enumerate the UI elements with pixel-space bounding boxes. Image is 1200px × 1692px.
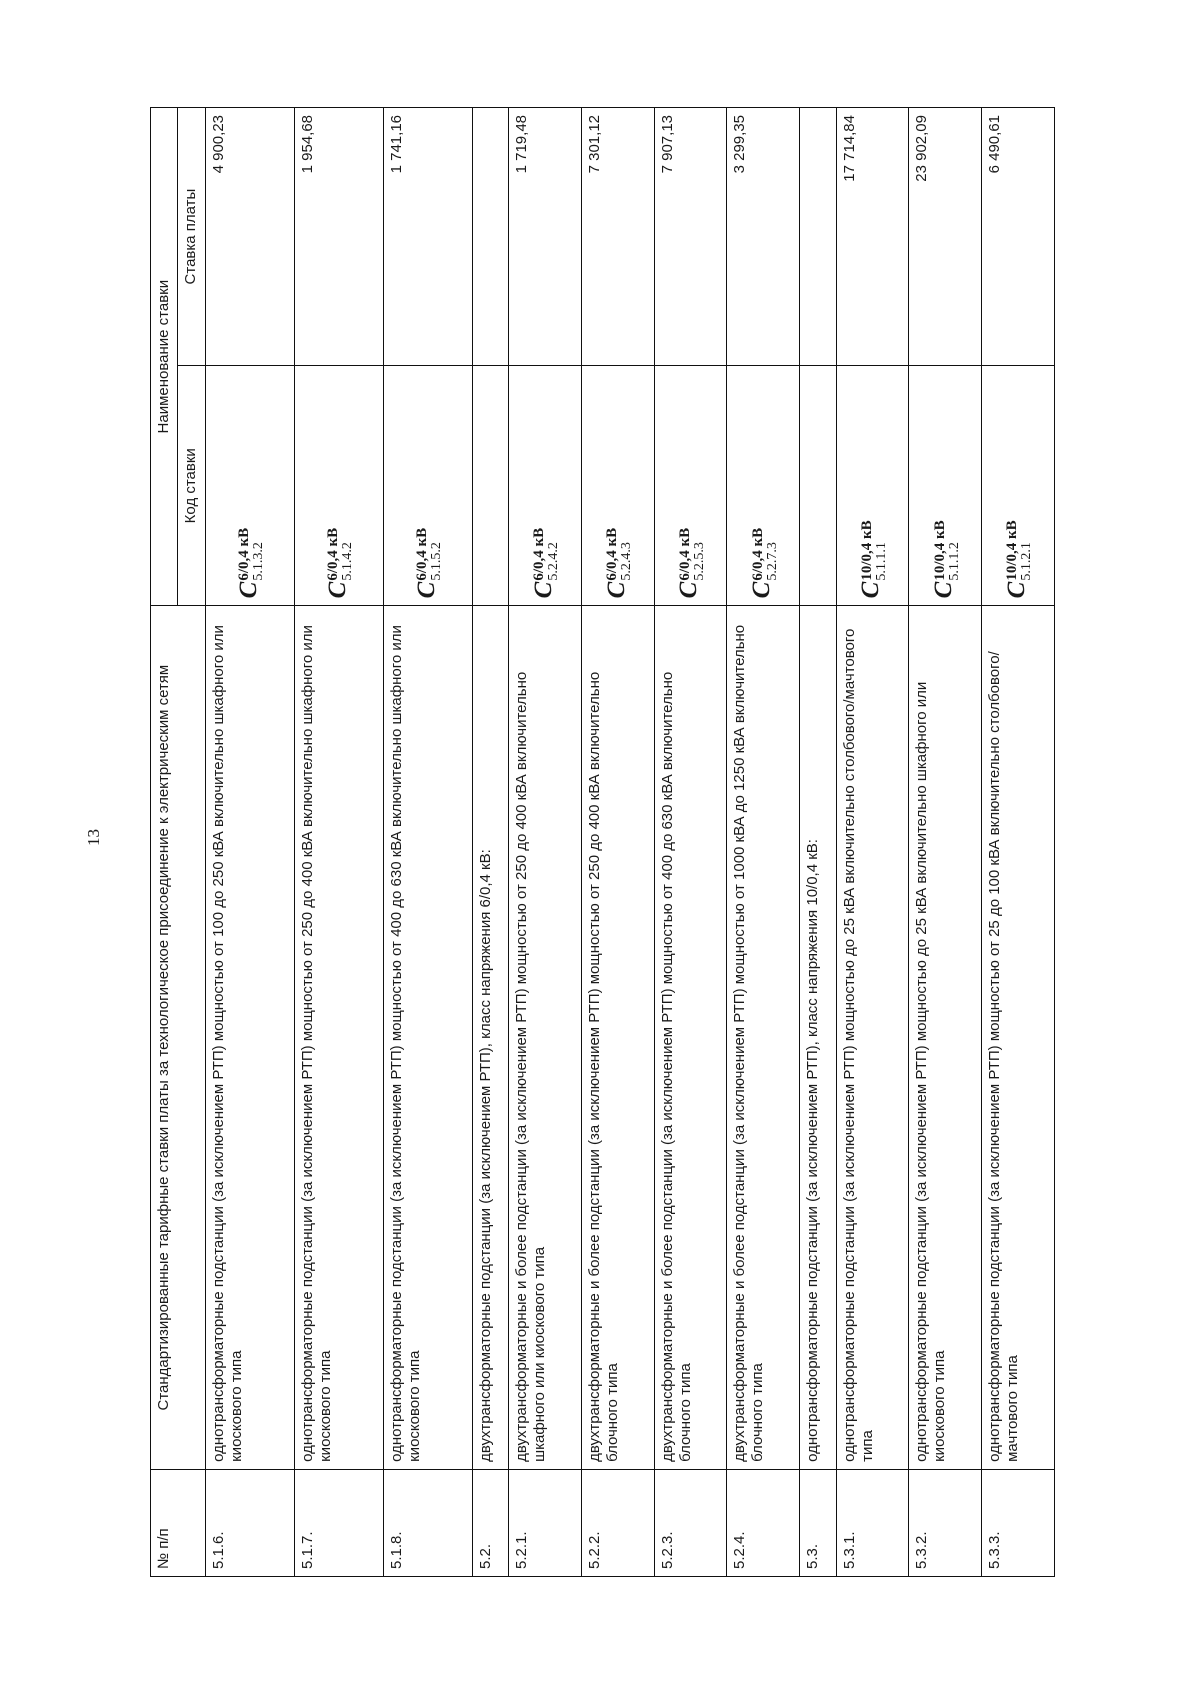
rate-code-indices bbox=[933, 520, 962, 580]
rate-code-indices bbox=[532, 528, 561, 581]
rate-code-symbol: C bbox=[930, 581, 957, 599]
row-number: 5.3.3. bbox=[982, 1469, 1055, 1576]
rate-code-index: 5.2.7.3 bbox=[764, 542, 780, 581]
row-description: однотрансформаторные подстанции (за исключением РТП), класс напряжения 10/0,4 кВ: bbox=[800, 606, 836, 1470]
rate-code-voltage: 6/0,4 кВ bbox=[414, 527, 431, 581]
rate-value: 1 719,48 bbox=[509, 108, 582, 366]
row-number: 5.3. bbox=[800, 1469, 836, 1576]
rate-value: 23 902,09 bbox=[909, 108, 982, 366]
rate-code bbox=[472, 366, 508, 606]
rate-code bbox=[383, 366, 472, 606]
row-description: двухтрансформаторные и более подстанции (за исключением РТП) мощностью от 1000 кВА до 1250 кВА включительно блочного типа bbox=[727, 606, 800, 1470]
rate-value: 3 299,35 bbox=[727, 108, 800, 366]
row-description: двухтрансформаторные и более подстанции (за исключением РТП) мощностью от 400 до 630 кВА включительно блочного типа bbox=[654, 606, 727, 1470]
table-row bbox=[509, 108, 582, 1577]
rate-value: 1 741,16 bbox=[383, 108, 472, 366]
table-row bbox=[383, 108, 472, 1577]
page-number: 13 bbox=[84, 829, 103, 846]
row-number: 5.1.6. bbox=[206, 1469, 295, 1576]
row-number: 5.2.3. bbox=[654, 1469, 727, 1576]
table-row bbox=[472, 108, 508, 1577]
rate-code-voltage: 6/0,4 кВ bbox=[236, 527, 253, 581]
rate-code-symbol: C bbox=[323, 581, 351, 599]
rate-code-indices bbox=[1005, 520, 1034, 580]
row-number: 5.1.8. bbox=[383, 1469, 472, 1576]
rate-code-symbol: C bbox=[602, 581, 630, 599]
row-number: 5.3.1. bbox=[836, 1469, 909, 1576]
rate-value: 1 954,68 bbox=[294, 108, 383, 366]
rate-code-symbol: C bbox=[748, 581, 776, 599]
rate-code-index: 5.1.5.2 bbox=[429, 542, 445, 581]
rate-code bbox=[654, 366, 727, 606]
table-row bbox=[206, 108, 295, 1577]
rate-code-indices bbox=[860, 520, 889, 580]
row-description: однотрансформаторные подстанции (за исключением РТП) мощностью до 25 кВА включительно столбового/мачтового типа bbox=[836, 606, 909, 1470]
table-row bbox=[294, 108, 383, 1577]
rate-code-symbol: C bbox=[675, 581, 703, 599]
row-description: однотрансформаторные подстанции (за исключением РТП) мощностью от 100 до 250 кВА включительно шкафного или киоскового типа bbox=[206, 606, 295, 1470]
row-description: однотрансформаторные подстанции (за исключением РТП) мощностью до 25 кВА включительно шкафного или киоскового типа bbox=[909, 606, 982, 1470]
rate-code-symbol: C bbox=[412, 581, 440, 599]
rate-value: 6 490,61 bbox=[982, 108, 1055, 366]
rate-code bbox=[206, 366, 295, 606]
header-rate: Ставка платы bbox=[178, 108, 206, 366]
rate-value: 17 714,84 bbox=[836, 108, 909, 366]
row-number: 5.2.2. bbox=[581, 1469, 654, 1576]
rate-code bbox=[581, 366, 654, 606]
rate-code-voltage: 6/0,4 кВ bbox=[325, 527, 342, 581]
row-number: 5.2. bbox=[472, 1469, 508, 1576]
row-description: двухтрансформаторные и более подстанции (за исключением РТП) мощностью от 250 до 400 кВА включительно шкафного или киоскового типа bbox=[509, 606, 582, 1470]
rate-code-indices bbox=[415, 528, 444, 581]
header-code: Код ставки bbox=[178, 366, 206, 606]
table-header bbox=[151, 108, 206, 1577]
rate-code-voltage: 6/0,4 кВ bbox=[531, 527, 548, 581]
rate-code bbox=[727, 366, 800, 606]
rate-code-index: 5.1.1.2 bbox=[946, 542, 962, 581]
rate-code-symbol: C bbox=[857, 581, 885, 599]
rate-value: 4 900,23 bbox=[206, 108, 295, 366]
rate-code-voltage: 10/0,4 кВ bbox=[931, 520, 948, 581]
rate-code bbox=[836, 366, 909, 606]
rate-code-voltage: 10/0,4 кВ bbox=[1004, 520, 1021, 581]
table-row bbox=[982, 108, 1055, 1577]
table-row bbox=[654, 108, 727, 1577]
table-row bbox=[727, 108, 800, 1577]
rate-code bbox=[800, 366, 836, 606]
rate-value bbox=[472, 108, 508, 366]
rate-value: 7 907,13 bbox=[654, 108, 727, 366]
rate-code-symbol: C bbox=[234, 581, 262, 599]
row-number: 5.2.4. bbox=[727, 1469, 800, 1576]
rate-code-indices bbox=[237, 528, 266, 581]
rate-value bbox=[800, 108, 836, 366]
row-description: двухтрансформаторные подстанции (за исключением РТП), класс напряжения 6/0,4 кВ: bbox=[472, 606, 508, 1470]
rate-code-symbol: C bbox=[529, 581, 557, 599]
row-number: 5.2.1. bbox=[509, 1469, 582, 1576]
rate-code-indices bbox=[751, 528, 780, 581]
row-description: однотрансформаторные подстанции (за исключением РТП) мощностью от 400 до 630 кВА включительно шкафного или киоскового типа bbox=[383, 606, 472, 1470]
rate-code-indices bbox=[605, 528, 634, 581]
rate-code-index: 5.1.4.2 bbox=[340, 542, 356, 581]
tariff-table bbox=[150, 107, 1055, 1577]
table-body bbox=[206, 108, 1055, 1577]
rate-code bbox=[982, 366, 1055, 606]
rate-code-index: 5.1.3.2 bbox=[251, 542, 267, 581]
rate-code-index: 5.1.1.1 bbox=[873, 542, 889, 581]
rate-code-index: 5.1.2.1 bbox=[1019, 542, 1035, 581]
rate-code-index: 5.2.4.3 bbox=[619, 542, 635, 581]
rate-code bbox=[509, 366, 582, 606]
header-rate-group: Наименование ставки bbox=[151, 108, 178, 606]
header-num: № п/п bbox=[151, 1469, 206, 1576]
rate-value: 7 301,12 bbox=[581, 108, 654, 366]
header-name: Стандартизированные тарифные ставки платы за технологическое присоединение к электрическим сетям bbox=[151, 606, 206, 1470]
rate-code-symbol: C bbox=[1002, 581, 1030, 599]
row-number: 5.1.7. bbox=[294, 1469, 383, 1576]
rate-code-index: 5.2.5.3 bbox=[691, 542, 707, 581]
table-row bbox=[581, 108, 654, 1577]
rate-code-indices bbox=[678, 528, 707, 581]
rate-code-voltage: 10/0,4 кВ bbox=[858, 520, 875, 581]
tariff-table-wrapper bbox=[150, 107, 1055, 1577]
rate-code-voltage: 6/0,4 кВ bbox=[676, 527, 693, 581]
rate-code-index: 5.2.4.2 bbox=[546, 542, 562, 581]
row-description: однотрансформаторные подстанции (за исключением РТП) мощностью от 250 до 400 кВА включительно шкафного или киоскового типа bbox=[294, 606, 383, 1470]
row-description: двухтрансформаторные и более подстанции (за исключением РТП) мощностью от 250 до 400 кВА включительно блочного типа bbox=[581, 606, 654, 1470]
row-description: однотрансформаторные подстанции (за исключением РТП) мощностью от 25 до 100 кВА включительно столбового/мачтового типа bbox=[982, 606, 1055, 1470]
table-row bbox=[909, 108, 982, 1577]
rate-code-voltage: 6/0,4 кВ bbox=[749, 527, 766, 581]
table-row bbox=[800, 108, 836, 1577]
table-row bbox=[836, 108, 909, 1577]
row-number: 5.3.2. bbox=[909, 1469, 982, 1576]
rate-code bbox=[909, 366, 982, 606]
rate-code-indices bbox=[326, 528, 355, 581]
rate-code bbox=[294, 366, 383, 606]
rate-code-voltage: 6/0,4 кВ bbox=[604, 527, 621, 581]
